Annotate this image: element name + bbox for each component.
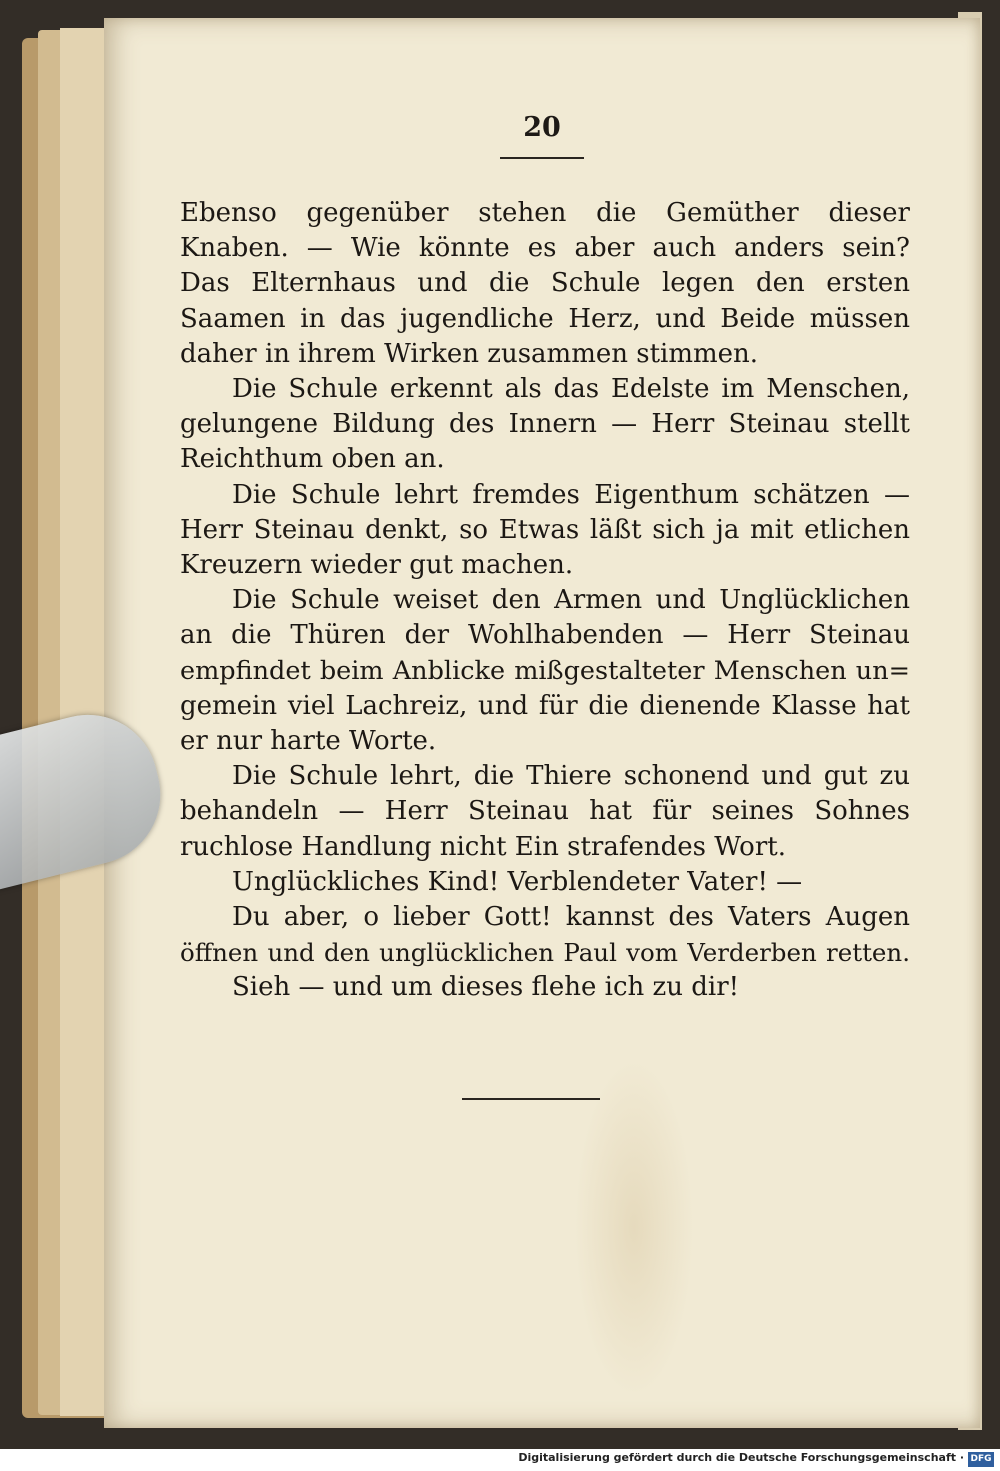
footer-credit: Digitalisierung gefördert durch die Deutsche Forschungsgemeinschaft · — [518, 1451, 964, 1464]
text-line: Sieh — und um dieses flehe ich zu dir! — [232, 972, 740, 1003]
text-line: öffnen und den unglücklichen Paul vom Verderben retten. — [180, 938, 910, 968]
text-line: gemein viel Lachreiz, und für die dienende Klasse hat — [180, 690, 910, 721]
text-line: Saamen in das jugendliche Herz, und Beide müssen — [180, 303, 910, 334]
text-line: ruchlose Handlung nicht Ein strafendes Wort. — [180, 831, 786, 862]
text-line: Ebenso gegenüber stehen die Gemüther dieser — [180, 198, 910, 228]
text-line: Kreuzern wieder gut machen. — [180, 550, 574, 581]
text-line: daher in ihrem Wirken zusammen stimmen. — [180, 338, 759, 369]
text-line: Knaben. — Wie könnte es aber auch anders sein? — [180, 233, 910, 264]
text-line: Die Schule lehrt fremdes Eigenthum schätzen — — [232, 479, 910, 510]
text-line: an die Thüren der Wohlhabenden — Herr Steinau — [180, 620, 910, 651]
text-line: gelungene Bildung des Innern — Herr Steinau stellt — [180, 409, 910, 440]
page-number: 20 — [523, 112, 561, 143]
section-end-rule — [462, 1098, 600, 1100]
text-line: Die Schule lehrt, die Thiere schonend und gut zu — [232, 761, 910, 792]
text-line: Reichthum oben an. — [180, 444, 445, 475]
text-line: er nur harte Worte. — [180, 726, 437, 757]
text-line: Die Schule erkennt als das Edelste im Menschen, — [232, 374, 910, 405]
text-line: Das Elternhaus und die Schule legen den ersten — [180, 268, 910, 299]
footer-bar — [0, 1449, 1000, 1471]
page-number-rule — [500, 157, 584, 159]
text-line: Du aber, o lieber Gott! kannst des Vaters Augen — [232, 902, 910, 933]
dfg-logo: DFG — [968, 1452, 994, 1467]
text-line: behandeln — Herr Steinau hat für seines Sohnes — [180, 796, 910, 827]
text-line: empfindet beim Anblicke mißgestalteter Menschen un= — [180, 655, 910, 686]
text-line: Herr Steinau denkt, so Etwas läßt sich ja mit etlichen — [180, 514, 910, 545]
text-line: Unglückliches Kind! Verblendeter Vater! — — [232, 866, 803, 897]
body-text — [180, 196, 910, 1006]
water-stain — [574, 1058, 694, 1398]
text-line: Die Schule weiset den Armen und Unglücklichen — [232, 585, 910, 616]
